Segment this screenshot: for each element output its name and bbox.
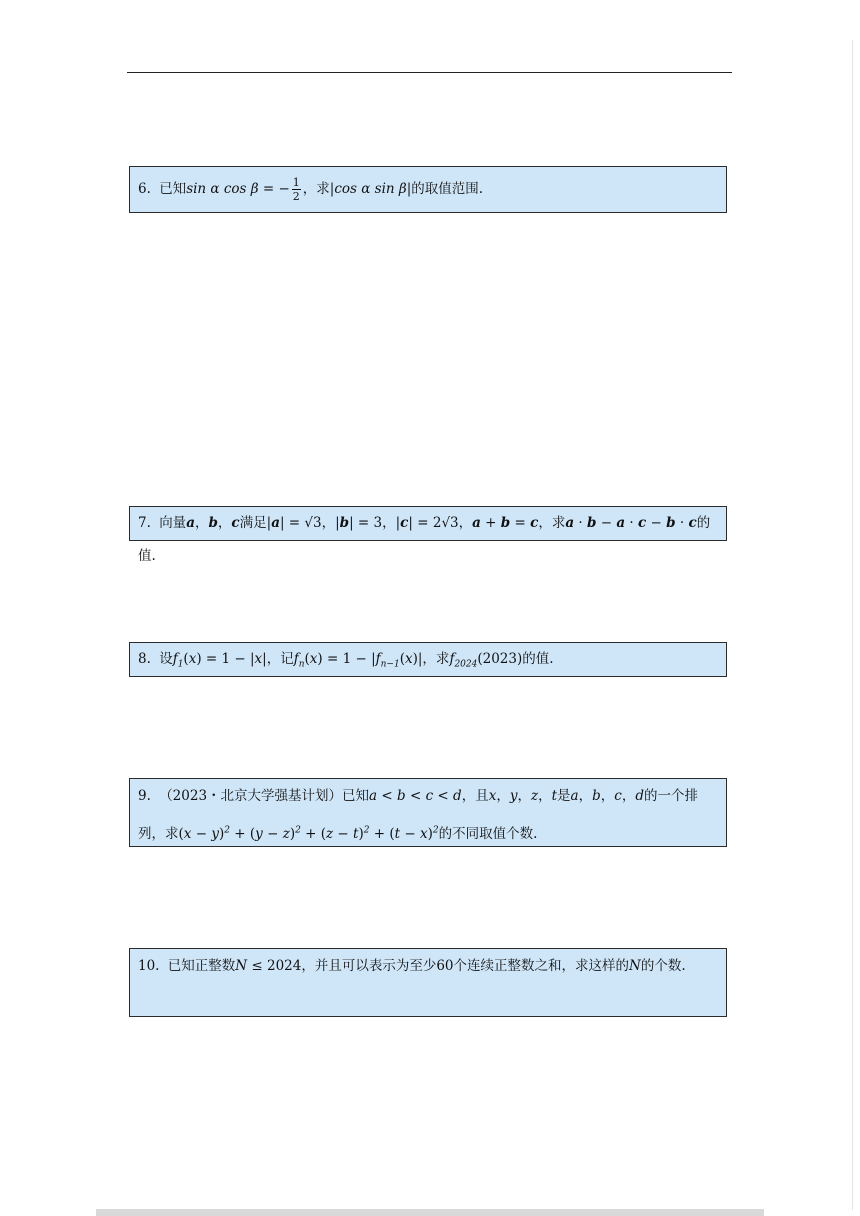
problem-text: 设$f_1(x) = 1 - |x|$，记$f_n(x) = 1 - |f_{n-1}(x)|$，求$f_{2024}(2023)$的值. bbox=[159, 651, 554, 670]
problem-10 bbox=[129, 948, 727, 1017]
page-edge bbox=[852, 40, 853, 1210]
fraction-one-half: $\frac{1}{2}$ bbox=[292, 176, 300, 203]
problem-number: 7. bbox=[138, 515, 151, 531]
bottom-shadow-bar bbox=[96, 1209, 764, 1216]
problem-text: 已知sin α cos β = − $\frac{1}{2}$ ，求|cos α sin β|的取值范围. bbox=[159, 176, 484, 203]
problem-source: （2023・北京大学强基计划） bbox=[159, 788, 343, 804]
problem-number: 6. bbox=[138, 181, 151, 197]
problem-text: 已知a < b < c < d，且x，y，z，t是a，b，c，d的一个排列，求$(x - y)^2 + (y - z)^2 + (z - t)^2 + (t - x)^2$的不同取值个数. bbox=[138, 788, 698, 842]
problem-9 bbox=[129, 778, 727, 847]
problem-number: 8. bbox=[138, 651, 151, 667]
problem-7 bbox=[129, 506, 727, 564]
problem-text: 向量a，b，c满足|a| = √3，|b| = 3，|c| = 2√3，a + b = c，求a · b − a · c − b · c的值. bbox=[138, 515, 711, 564]
problem-text: 已知正整数N ≤ 2024，并且可以表示为至少60个连续正整数之和，求这样的N的个数. bbox=[167, 958, 686, 974]
problem-number: 9. bbox=[138, 788, 151, 804]
problem-6 bbox=[129, 166, 727, 213]
problem-number: 10. bbox=[138, 958, 160, 974]
problem-8 bbox=[129, 642, 727, 677]
top-rule bbox=[127, 72, 732, 73]
